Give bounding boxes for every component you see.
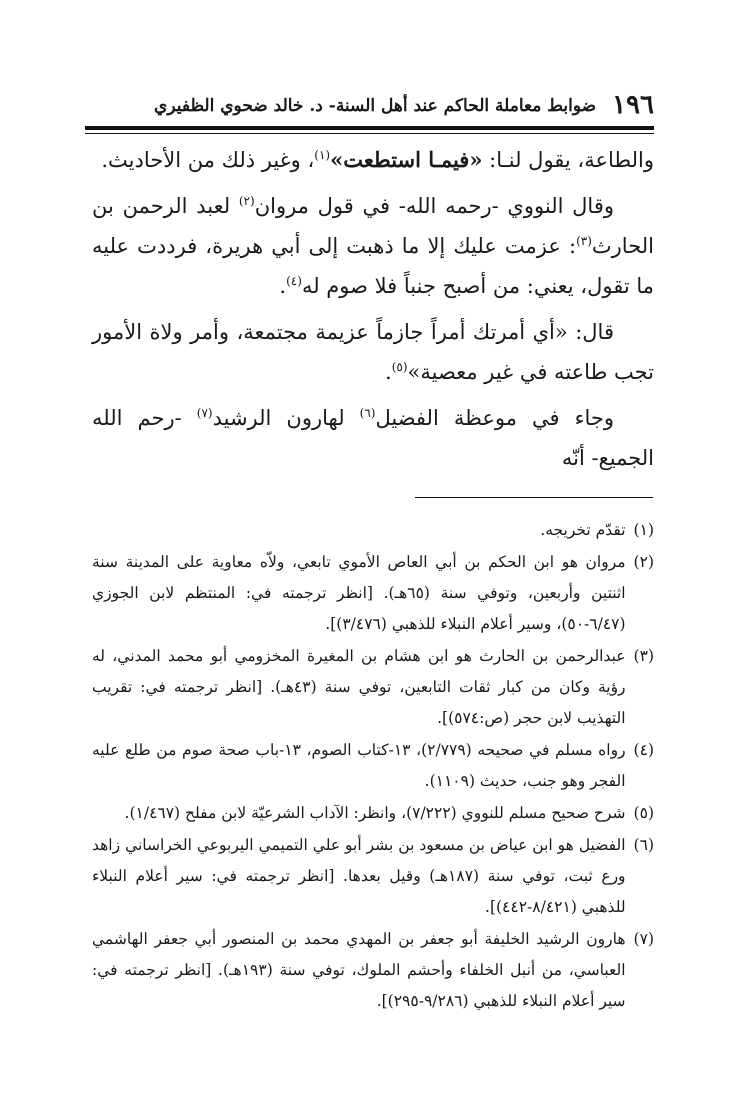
paragraph-1: والطاعة، يقول لنـا: «فيمـا استطعت»$^{(١)}$، وغير ذلك من الأحاديث. [101, 147, 654, 172]
footnote-ref: (٤) [286, 274, 302, 288]
footnote-2 [92, 547, 654, 640]
footnote-ref: (٣) [576, 234, 592, 248]
footnote-text: عبدالرحمن بن الحارث هو ابن هشام بن المغيرة المخزومي أبو محمد المدني، له رؤية وكان من كبار ثقات التابعين، توفي سنة (٤٣هـ). [انظر ترجمته في: تقريب التهذيب لابن حجر (ص:٥٧٤)]. [92, 647, 626, 727]
footnote-number: (٣) [633, 647, 654, 665]
footnote-text: رواه مسلم في صحيحه (٢/٧٧٩)، ١٣-كتاب الصوم، ١٣-باب صحة صوم من طلع عليه الفجر وهو جنب، حديث (١١٠٩). [92, 741, 626, 790]
footnote-text: تقدّم تخريجه. [540, 521, 626, 539]
footnote-number: (١) [633, 521, 654, 539]
footnote-7 [92, 924, 654, 1017]
paragraph-4: وجاء في موعظة الفضيل$^{(٦)}$ لهارون الرشيد$^{(٧)}$ -رحم الله الجميع- أنّه [92, 406, 654, 470]
footnote-1 [92, 515, 654, 546]
footnote-text: مروان هو ابن الحكم بن أبي العاص الأموي تابعي، ولاّه معاوية على المدينة سنة اثنتين وأربعين، وتوفي سنة (٦٥هـ). [انظر ترجمته في: المنتظم لابن الجوزي (٦/٤٧-٥٠)، وسير أعلام النبلاء للذهبي (٣/٤٧٦)]. [92, 553, 626, 633]
footnote-3 [92, 641, 654, 734]
footnote-ref: (٧) [196, 406, 213, 420]
page-number: ١٩٦ [612, 90, 654, 120]
footnote-ref: (٥) [391, 360, 408, 374]
footnote-number: (٥) [633, 804, 654, 822]
footnote-number: (٧) [633, 930, 654, 948]
footnote-6 [92, 830, 654, 923]
footnote-ref: (٢) [238, 194, 255, 208]
header-rule-thick [85, 126, 654, 130]
footnote-text: هارون الرشيد الخليفة أبو جعفر بن المهدي محمد بن المنصور أبي جعفر الهاشمي العباسي، من أنبل الخلفاء وأحشم الملوك، توفي سنة (١٩٣هـ). [انظر ترجمته في: سير أعلام النبلاء للذهبي (٩/٢٨٦-٢٩٥)]. [92, 930, 626, 1010]
footnote-number: (٤) [633, 741, 654, 759]
footnote-text: شرح صحيح مسلم للنووي (٧/٢٢٢)، وانظر: الآداب الشرعيّة لابن مفلح (١/٤٦٧). [124, 804, 626, 822]
quote-bold: «فيمـا استطعت» [330, 147, 483, 172]
header-rule-thin [85, 133, 654, 134]
running-title: ضوابط معاملة الحاكم عند أهل السنة- د. خالد ضحوي الظفيري [154, 96, 597, 116]
footnote-separator [415, 497, 653, 498]
footnote-5 [92, 798, 654, 829]
footnote-ref: (١) [314, 148, 331, 162]
paragraph-3: قال: «أي أمرتك أمراً جازماً عزيمة مجتمعة، وأمر ولاة الأمور تجب طاعته في غير معصية»$^{(٥)}$. [92, 320, 654, 384]
footnote-text: الفضيل هو ابن عياض بن مسعود بن بشر أبو علي التميمي اليربوعي الخراساني زاهد ورع ثبت، توفي سنة (١٨٧هـ) وقيل بعدها. [انظر ترجمته في: سير أعلام النبلاء للذهبي (٨/٤٢١-٤٤٢)]. [92, 836, 626, 916]
footnote-number: (٢) [633, 553, 654, 571]
footnotes [92, 515, 654, 1018]
footnote-ref: (٦) [359, 406, 376, 420]
footnote-4 [92, 735, 654, 797]
page-header [85, 86, 654, 120]
footnote-number: (٦) [633, 836, 654, 854]
main-text [92, 140, 654, 484]
paragraph-2: وقال النووي -رحمه الله- في قول مروان$^{(٢)}$ لعبد الرحمن بن الحارث$^{(٣)}$: عزمت عليك إلا ما ذهبت إلى أبي هريرة، فرددت عليه ما تقول، يعني: من أصبح جنباً فلا صوم له$^{(٤)}$. [92, 194, 654, 298]
